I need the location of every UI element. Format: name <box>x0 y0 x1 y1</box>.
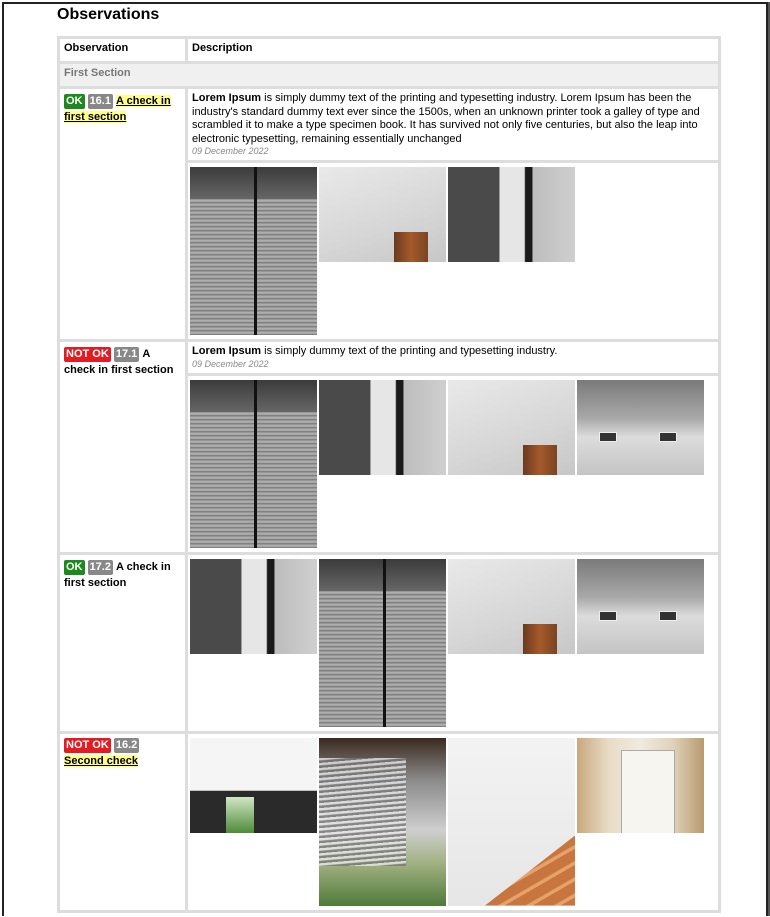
status-badge: OK <box>66 95 83 107</box>
check-number-badge: 17.2 <box>89 560 111 573</box>
status-badge: OK <box>66 560 83 573</box>
observation-date: 09 December 2022 <box>192 146 269 156</box>
section-title: First Section <box>60 64 718 86</box>
photo-gallery <box>188 376 718 552</box>
description-bold: Lorem Ipsum <box>192 92 262 104</box>
check-number-badge: 16.1 <box>89 95 111 107</box>
table-row <box>60 734 718 910</box>
observation-title: A check in first section <box>64 348 174 376</box>
photo-thumbnail[interactable] <box>577 380 704 475</box>
page-title: Observations <box>57 6 160 23</box>
description-bold: Lorem Ipsum <box>192 345 262 357</box>
observation-title: A check in first section <box>64 560 171 589</box>
photo-gallery <box>188 734 718 910</box>
photo-thumbnail[interactable] <box>448 380 575 475</box>
photo-thumbnail[interactable] <box>190 559 317 654</box>
description-cell <box>188 342 718 373</box>
table-row <box>60 555 718 731</box>
status-badge: NOT OK <box>66 738 109 751</box>
photo-thumbnail[interactable] <box>319 167 446 262</box>
observation-cell <box>60 342 185 552</box>
photo-thumbnail[interactable] <box>190 167 317 335</box>
observation-date: 09 December 2022 <box>192 358 269 369</box>
report-page <box>2 2 768 916</box>
status-badge: NOT OK <box>66 348 109 360</box>
header-description: Description <box>188 39 718 61</box>
observation-cell <box>60 89 185 339</box>
photo-thumbnail[interactable] <box>577 559 704 654</box>
photo-thumbnail[interactable] <box>319 738 446 906</box>
photo-thumbnail[interactable] <box>448 738 575 906</box>
observations-table <box>57 36 721 913</box>
observation-cell <box>60 555 185 731</box>
observation-cell <box>60 734 185 910</box>
check-number-badge: 17.1 <box>115 348 138 360</box>
section-row <box>60 64 718 86</box>
description-cell <box>188 89 718 160</box>
table-row <box>60 342 718 373</box>
observation-link[interactable]: A check in first section <box>64 95 171 123</box>
photo-gallery <box>188 163 718 339</box>
observation-link[interactable]: Second check <box>64 754 138 767</box>
photo-gallery <box>188 555 718 731</box>
header-observation: Observation <box>60 39 185 61</box>
photo-thumbnail[interactable] <box>319 559 446 727</box>
description-text: is simply dummy text of the printing and typesetting industry. Lorem Ipsum has been the industry's standard dummy text ever since the 1500s, when an unknown printer took a galley of type and scrambled it to make a type specimen book. It has survived not only five centuries, but also the leap into electronic typesetting, remaining essentially unchanged <box>192 92 700 145</box>
photo-thumbnail[interactable] <box>448 167 575 262</box>
table-row <box>60 89 718 160</box>
table-header-row <box>60 39 718 61</box>
photo-thumbnail[interactable] <box>319 380 446 475</box>
check-number-badge: 16.2 <box>115 738 138 751</box>
photo-thumbnail[interactable] <box>190 738 317 833</box>
photo-thumbnail[interactable] <box>190 380 317 548</box>
photo-thumbnail[interactable] <box>448 559 575 654</box>
photo-thumbnail[interactable] <box>577 738 704 833</box>
description-text: is simply dummy text of the printing and typesetting industry. <box>261 345 558 357</box>
